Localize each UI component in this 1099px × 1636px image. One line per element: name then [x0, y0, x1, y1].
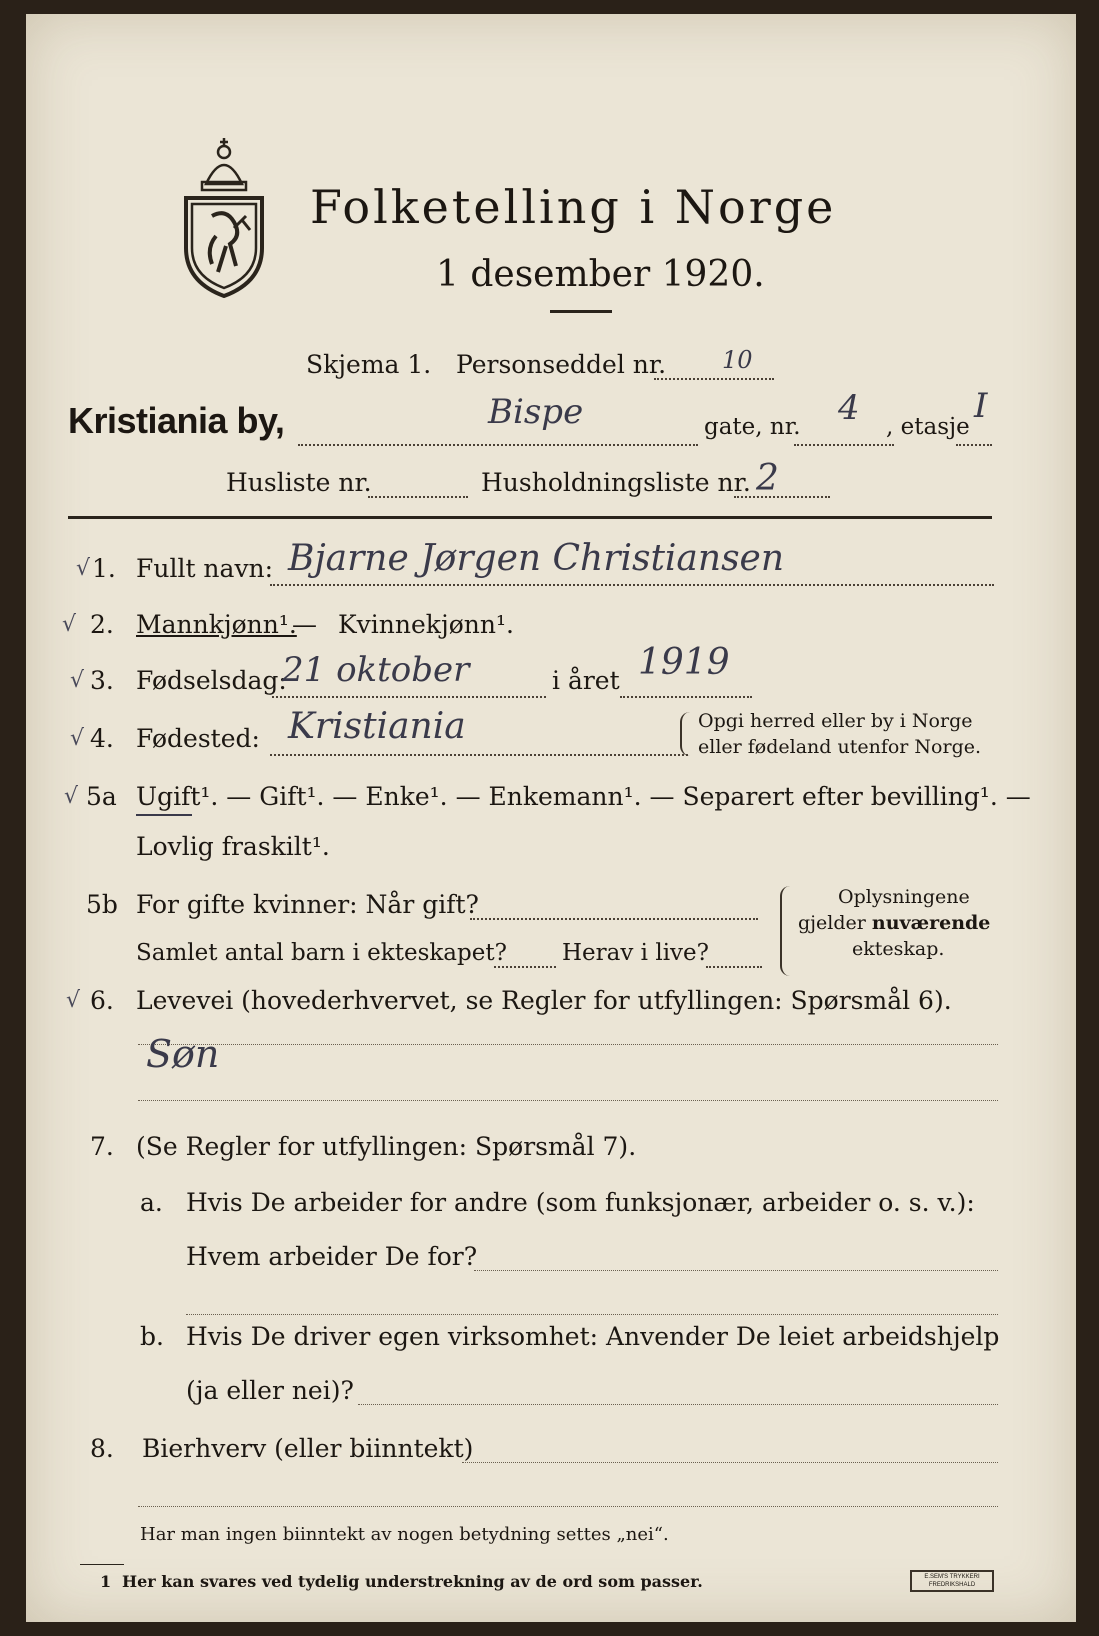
employer-line2	[186, 1314, 998, 1315]
q8-note: Har man ingen biinntekt av nogen betydning settes „nei“.	[140, 1524, 669, 1545]
ugift-underline	[136, 814, 192, 816]
female-option: Kvinnekjønn¹.	[338, 610, 514, 639]
q8-label: Bierhverv (eller biinntekt)	[142, 1434, 474, 1463]
street-line	[298, 444, 698, 446]
census-form	[26, 14, 1076, 1622]
q3-label: Fødselsdag:	[136, 666, 287, 695]
q2-dash: —	[292, 610, 317, 639]
q1-number: 1.	[92, 554, 116, 583]
checkmark-icon: √	[62, 612, 77, 637]
checkmark-icon: √	[64, 784, 79, 809]
children-line	[494, 966, 556, 968]
husliste-label: Husliste nr.	[226, 468, 372, 497]
q4-note-line2: eller fødeland utenfor Norge.	[698, 736, 982, 758]
birth-year-value: 1919	[638, 642, 730, 683]
hired-help-line	[358, 1404, 998, 1405]
full-name-value: Bjarne Jørgen Christiansen	[288, 538, 785, 579]
printer-stamp	[910, 1570, 994, 1592]
q7a-employer-label: Hvem arbeider De for?	[186, 1242, 478, 1271]
q2-number: 2.	[90, 610, 114, 639]
q5b-note-line2	[798, 912, 990, 934]
alive-line	[706, 966, 762, 968]
q5a-number: 5a	[86, 782, 117, 811]
year-line	[620, 696, 752, 698]
q5b-note-line3: ekteskap.	[852, 938, 945, 960]
occupation-value: Søn	[146, 1032, 220, 1076]
q4-label: Fødested:	[136, 724, 260, 753]
personseddel-label: Personseddel nr.	[456, 350, 667, 379]
personseddel-value: 10	[722, 346, 753, 374]
q7b-number: b.	[140, 1322, 164, 1351]
husliste-line	[368, 496, 468, 498]
q4-number: 4.	[90, 724, 114, 753]
checkmark-icon: √	[70, 668, 85, 693]
footnote-text: Her kan svares ved tydelig understrekning av de ord som passer.	[122, 1572, 703, 1591]
q1-line	[270, 584, 994, 586]
city-label: Kristiania by,	[68, 400, 285, 441]
children-label: Samlet antal barn i ekteskapet?	[136, 940, 507, 966]
q7a-label: Hvis De arbeider for andre (som funksjonær, arbeider o. s. v.):	[186, 1188, 975, 1217]
etasje-value: I	[974, 386, 988, 426]
schema-label: Skjema 1.	[306, 350, 432, 379]
husholdning-value: 2	[756, 458, 779, 499]
q3-number: 3.	[90, 666, 114, 695]
etasje-line	[956, 444, 992, 446]
street-value: Bispe	[488, 392, 584, 432]
checkmark-icon: √	[66, 988, 81, 1013]
q6-label: Levevei (hovederhvervet, se Regler for utfyllingen: Spørsmål 6).	[136, 986, 952, 1015]
employer-line	[474, 1270, 998, 1271]
number-line	[794, 444, 894, 446]
side-income-line	[462, 1462, 998, 1463]
title-divider	[550, 310, 612, 313]
q5b-label: For gifte kvinner: Når gift?	[136, 890, 479, 919]
norwegian-coat-of-arms-icon	[176, 136, 272, 298]
year-label: i året	[552, 666, 620, 695]
q7b-label: Hvis De driver egen virksomhet: Anvender De leiet arbeidshjelp	[186, 1322, 1000, 1351]
q7b-question: (ja eller nei)?	[186, 1376, 354, 1405]
married-when-line	[470, 918, 758, 920]
q5b-number: 5b	[86, 890, 118, 919]
q5b-note-nuvaerende: nuværende	[871, 912, 991, 934]
side-income-line2	[138, 1506, 998, 1507]
q7a-number: a.	[140, 1188, 163, 1217]
house-number-value: 4	[838, 388, 860, 428]
q5b-note-line1: Oplysningene	[838, 886, 970, 908]
personseddel-line	[654, 378, 774, 380]
stamp-line1: E.SEM'S TRYKKERI	[924, 1574, 980, 1580]
marital-options: Ugift¹. — Gift¹. — Enke¹. — Enkemann¹. — Separert efter bevilling¹. —	[136, 782, 1031, 811]
birthplace-value: Kristiania	[288, 706, 466, 747]
q7-number: 7.	[90, 1132, 114, 1161]
alive-label: Herav i live?	[562, 940, 709, 966]
q8-number: 8.	[90, 1434, 114, 1463]
occupation-line1	[138, 1044, 998, 1045]
q1-label: Fullt navn:	[136, 554, 274, 583]
header-divider	[68, 516, 992, 519]
q7-label: (Se Regler for utfyllingen: Spørsmål 7).	[136, 1132, 637, 1161]
husholdning-line	[734, 496, 830, 498]
birthplace-line	[270, 754, 688, 756]
gate-label: gate, nr.	[704, 414, 801, 440]
q4-brace	[680, 712, 690, 756]
marital-options-line2: Lovlig fraskilt¹.	[136, 832, 330, 861]
q6-number: 6.	[90, 986, 114, 1015]
occupation-line2	[138, 1100, 998, 1101]
q4-note-line1: Opgi herred eller by i Norge	[698, 710, 973, 732]
footnote-divider	[80, 1564, 124, 1565]
checkmark-icon: √	[76, 556, 91, 581]
birthday-value: 21 oktober	[282, 650, 470, 690]
checkmark-icon: √	[70, 726, 85, 751]
footnote-mark: 1	[100, 1572, 112, 1591]
stamp-line2: FREDRIKSHALD	[928, 1582, 976, 1588]
census-date: 1 desember 1920.	[436, 254, 765, 295]
etasje-label: , etasje	[886, 414, 970, 440]
husholdning-label: Husholdningsliste nr.	[481, 468, 751, 497]
form-title: Folketelling i Norge	[310, 180, 837, 234]
q5b-note-gjelder: gjelder	[798, 912, 872, 934]
male-option: Mannkjønn¹.	[136, 610, 297, 639]
birthday-line	[272, 696, 546, 698]
q5b-brace	[780, 886, 792, 976]
